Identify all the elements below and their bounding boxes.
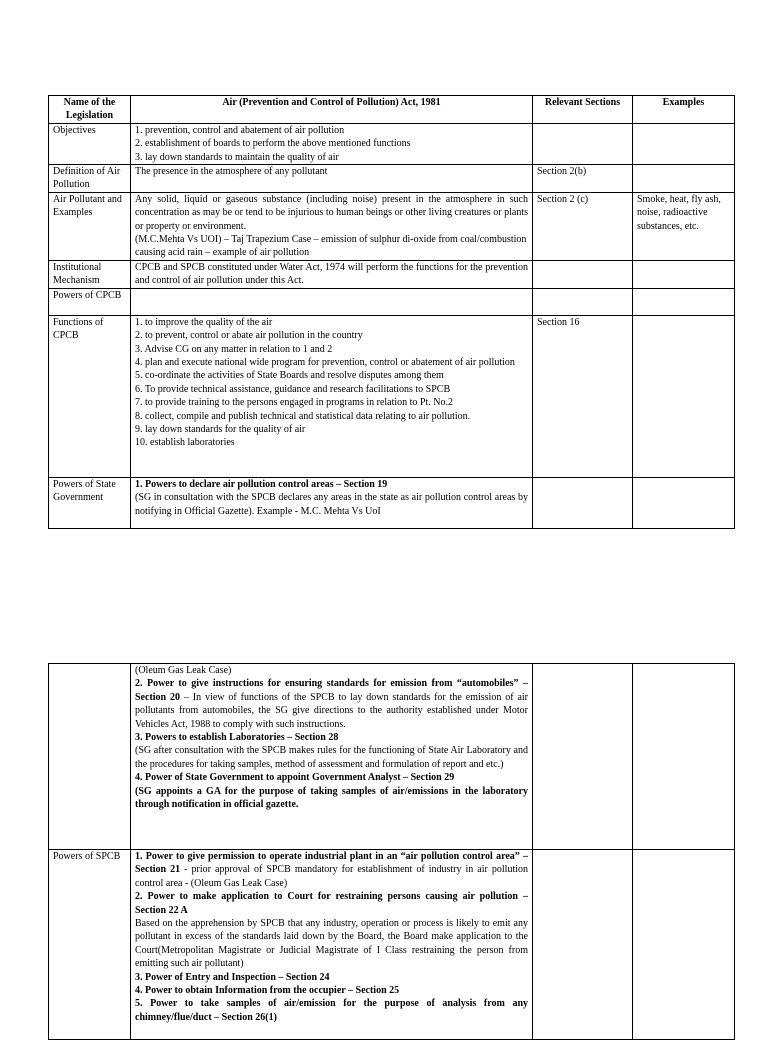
powers-sg-heading: 1. Powers to declare air pollution control areas – Section 19: [135, 478, 388, 490]
function-item: 1. to improve the quality of the air: [135, 316, 273, 328]
row-label-institutional: Institutional Mechanism: [49, 260, 131, 288]
sg-power-2-heading: 2. Power to give instructions for ensuring standards for emission from “automobiles” – Section 20: [135, 678, 528, 703]
row-label-powers-cpcb: Powers of CPCB: [49, 288, 131, 315]
spcb-power-2-heading: 2. Power to make application to Court for restraining persons causing air pollution – Section 22 A: [135, 891, 528, 916]
definition-text: The presence in the atmosphere of any pollutant: [131, 165, 533, 193]
header-legislation: Name of the Legislation: [49, 96, 131, 124]
spcb-power-2-text: Based on the apprehension by SPCB that any industry, operation or process is likely to emit any pollutant in excess of the standards laid down by the Board, the Board make application to the Court(Metropolitan Magistrate or Judicial Magistrate of I Class restraining the person from emitting such air pollutant): [135, 918, 528, 970]
spcb-powers-cell: [131, 850, 533, 1040]
pollutant-section: Section 2 (c): [533, 192, 633, 260]
objective-item: 3. lay down standards to maintain the quality of air: [135, 151, 339, 163]
pollutant-cell: [131, 192, 533, 260]
row-label-objectives: Objectives: [49, 123, 131, 164]
function-item: 9. lay down standards for the quality of air: [135, 423, 306, 435]
row-label-functions-cpcb: Functions of CPCB: [49, 315, 131, 477]
function-item: 8. collect, compile and publish technical and statistical data relating to air pollution.: [135, 410, 471, 422]
header-act: Air (Prevention and Control of Pollution) Act, 1981: [131, 96, 533, 124]
definition-section: Section 2(b): [533, 165, 633, 193]
function-item: 4. plan and execute national wide program for prevention, control or abatement of air pollution: [135, 356, 515, 368]
functions-section: Section 16: [533, 315, 633, 477]
header-sections: Relevant Sections: [533, 96, 633, 124]
sg-power-3-text: (SG after consultation with the SPCB makes rules for the functioning of State Air Laboratory and the procedures for taking samples, method of assessment and formulation of report and etc.): [135, 745, 528, 770]
function-item: 3. Advise CG on any matter in relation to 1 and 2: [135, 343, 333, 355]
row-label-definition: Definition of Air Pollution: [49, 165, 131, 193]
sg-power-4-text: (SG appoints a GA for the purpose of taking samples of air/emissions in the laboratory through notification in official gazette.: [135, 785, 528, 811]
function-item: 6. To provide technical assistance, guidance and research facilitations to SPCB: [135, 383, 451, 395]
pollutant-definition: Any solid, liquid or gaseous substance (including noise) present in the atmosphere in such concentration as may be or tend to be injurious to human beings or other living creatures or plants or property or environment.: [135, 193, 528, 232]
objective-item: 1. prevention, control and abatement of air pollution: [135, 124, 345, 136]
sg-power-4-heading: 4. Power of State Government to appoint Government Analyst – Section 29: [135, 772, 455, 784]
sg-power-2-text: – In view of functions of the SPCB to lay down standards for the emission of air pollutants from automobiles, the SG give directions to the authority established under Motor Vehicles Act, 1988 to comply with such instructions.: [135, 691, 528, 730]
function-item: 2. to prevent, control or abate air pollution in the country: [135, 330, 363, 342]
legislation-table-1: [48, 95, 735, 529]
legislation-table-2: [48, 663, 735, 1040]
sg-powers-continued: [131, 664, 533, 850]
spcb-power-1-heading: 1. Power to give permission to operate industrial plant in an “air pollution control area” – Section 21: [135, 851, 528, 876]
objectives-cell: [131, 123, 533, 164]
header-examples: Examples: [633, 96, 735, 124]
sg-power-3-heading: 3. Powers to establish Laboratories – Section 28: [135, 732, 339, 744]
row-label-powers-spcb: Powers of SPCB: [49, 850, 131, 1040]
objective-item: 2. establishment of boards to perform the above mentioned functions: [135, 138, 411, 150]
powers-sg-text: (SG in consultation with the SPCB declares any areas in the state as air pollution control areas by notifying in Official Gazette). Example - M.C. Mehta Vs UoI: [135, 492, 528, 517]
row-label-pollutant: Air Pollutant and Examples: [49, 192, 131, 260]
sg-case-ref: (Oleum Gas Leak Case): [135, 665, 232, 676]
pollutant-examples: Smoke, heat, fly ash, noise, radioactive substances, etc.: [633, 192, 735, 260]
spcb-power-4-heading: 4. Power to obtain Information from the occupier – Section 25: [135, 985, 400, 997]
spcb-power-5-heading: 5. Power to take samples of air/emission for the purpose of analysis from any chimney/flue/duct – Section 26(1): [135, 998, 528, 1023]
spcb-power-3-heading: 3. Power of Entry and Inspection – Section 24: [135, 971, 330, 983]
function-item: 10. establish laboratories: [135, 437, 235, 449]
row-label-powers-sg: Powers of State Government: [49, 477, 131, 528]
function-item: 7. to provide training to the persons engaged in programs in relation to Pt. No.2: [135, 397, 453, 409]
functions-cell: [131, 315, 533, 477]
pollutant-case: (M.C.Mehta Vs UOI) – Taj Trapezium Case – emission of sulphur di-oxide from coal/combustion causing acid rain – example of air pollution: [135, 234, 527, 259]
institutional-text: CPCB and SPCB constituted under Water Act, 1974 will perform the functions for the prevention and control of air pollution under this Act.: [131, 260, 533, 288]
function-item: 5. co-ordinate the activities of State Boards and resolve disputes among them: [135, 370, 444, 382]
powers-sg-cell: [131, 477, 533, 528]
spcb-power-1-text: - prior approval of SPCB mandatory for establishment of industry in air pollution control area - (Oleum Gas Leak Case): [135, 864, 528, 889]
